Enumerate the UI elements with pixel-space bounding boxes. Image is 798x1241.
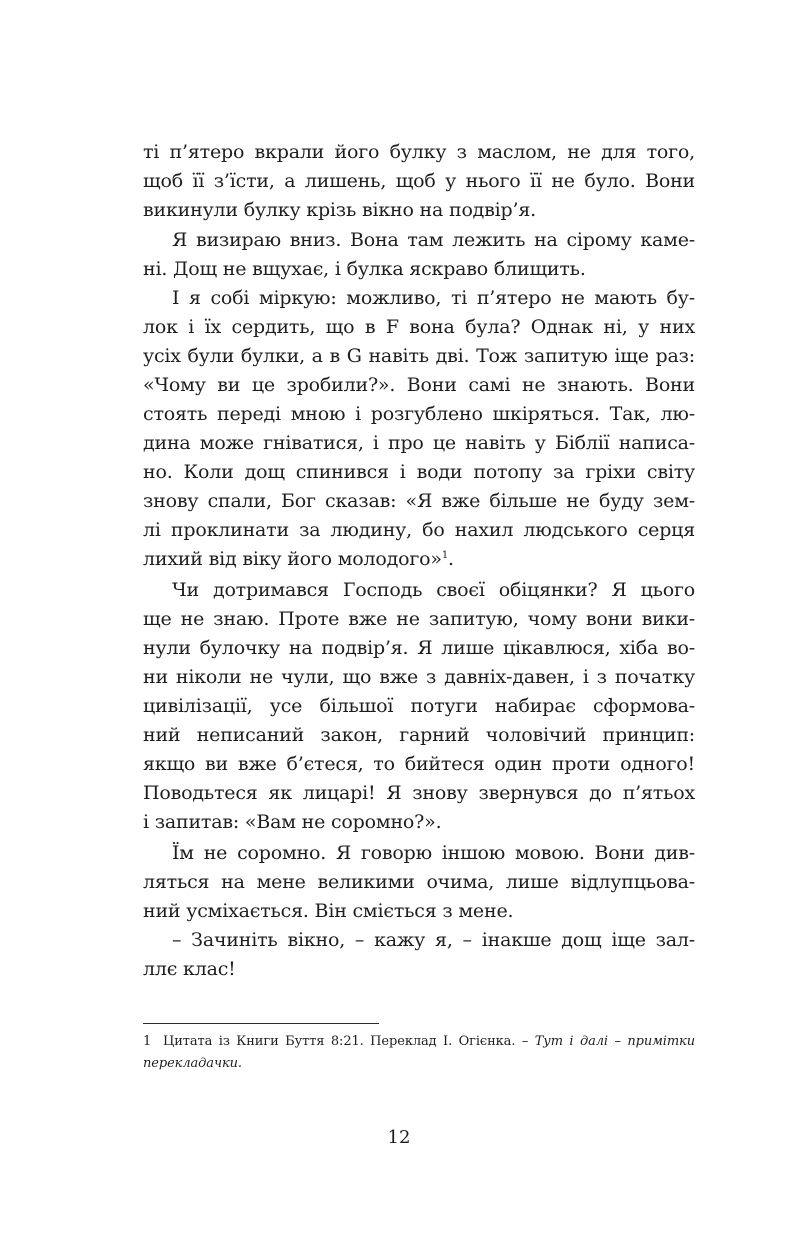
text-line: ні. Дощ не вщухає, і булка яскраво блищить. [143, 258, 586, 280]
text-line: ляться на мене великими очима, лише відлупцьова- [143, 871, 695, 893]
text-line: ще не знаю. Проте вже не запитую, чому вони вики- [143, 608, 695, 630]
text-line: викинули булку крізь вікно на подвір’я. [143, 199, 536, 221]
footnote-italic-text: Тут і далі – примітки [534, 1034, 695, 1049]
text-line: ний неписаний закон, гарний чоловічий принцип: [143, 724, 695, 746]
text-line: щоб її з’їсти, а лишень, щоб у нього її не було. Вони [143, 170, 695, 192]
text-line: Чи дотримався Господь своєї обіцянки? Я цього [172, 579, 695, 601]
text-line: усіх були булки, а в G навіть дві. Тож запитую іще раз: [143, 345, 695, 367]
footnote-continuation [143, 1053, 695, 1075]
footnote-italic-continuation: перекладачки. [143, 1056, 242, 1071]
text-line: Поводьтеся як лицарі! Я знову звернувся до п’ятьох [143, 782, 695, 804]
text-line: якщо ви вже б’єтеся, то бийтеся один проти одного! [143, 753, 695, 775]
text-line: Я визираю вниз. Вона там лежить на сірому каме- [172, 229, 695, 251]
text-line: ті п’ятеро вкрали його булку з маслом, не для того, [143, 141, 695, 163]
text-line: знову спали, Бог сказав: «Я вже більше не буду зем- [143, 490, 695, 512]
text-line: і запитав: «Вам не соромно?». [143, 811, 442, 833]
text-line: нули булочку на подвір’я. Я лише цікавлюся, хіба во- [143, 637, 695, 659]
page-number: 12 [387, 1127, 411, 1148]
text-line-with-footnote: лихий від віку його молодого»$^1$. [143, 548, 454, 570]
text-line: ний усміхається. Він сміється з мене. [143, 900, 514, 922]
text-line: но. Коли дощ спинився і води потопу за гріхи світу [143, 461, 695, 483]
text-line: дина може гніватися, і про це навіть у Біблії написа- [143, 432, 695, 454]
footnote [143, 1031, 695, 1053]
text-line: Їм не соромно. Я говорю іншою мовою. Вони див- [172, 842, 695, 864]
text-line: лихий від віку його молодого» [143, 548, 442, 570]
footnote-divider [143, 1023, 379, 1024]
text-line: лі проклинати за людину, бо нахил людського серця [143, 519, 695, 541]
text-line: ни ніколи не чули, що вже з давніх-давен, і з початку [143, 666, 695, 688]
text-line: – Зачиніть вікно, – кажу я, – інакше дощ іще зал- [172, 929, 695, 951]
text-line: цивілізації, усе більшої потуги набирає сформова- [143, 695, 695, 717]
text-line: стоять переді мною і розгублено шкіряться. Так, лю- [143, 403, 695, 425]
text-line: лок і їх сердить, що в F вона була? Однак ні, у них [143, 316, 695, 338]
text-line: «Чому ви це зробили?». Вони самі не знають. Вони [143, 374, 695, 396]
footnote-reference: 1 [441, 550, 448, 561]
footnote-text: Цитата із Книги Буття 8:21. Переклад І. Огієнка. – [163, 1034, 529, 1049]
footnote-number: 1 [143, 1034, 152, 1049]
text-line: ллє клас! [143, 958, 236, 980]
text-line: І я собі міркую: можливо, ті п’ятеро не мають бу- [172, 287, 695, 309]
